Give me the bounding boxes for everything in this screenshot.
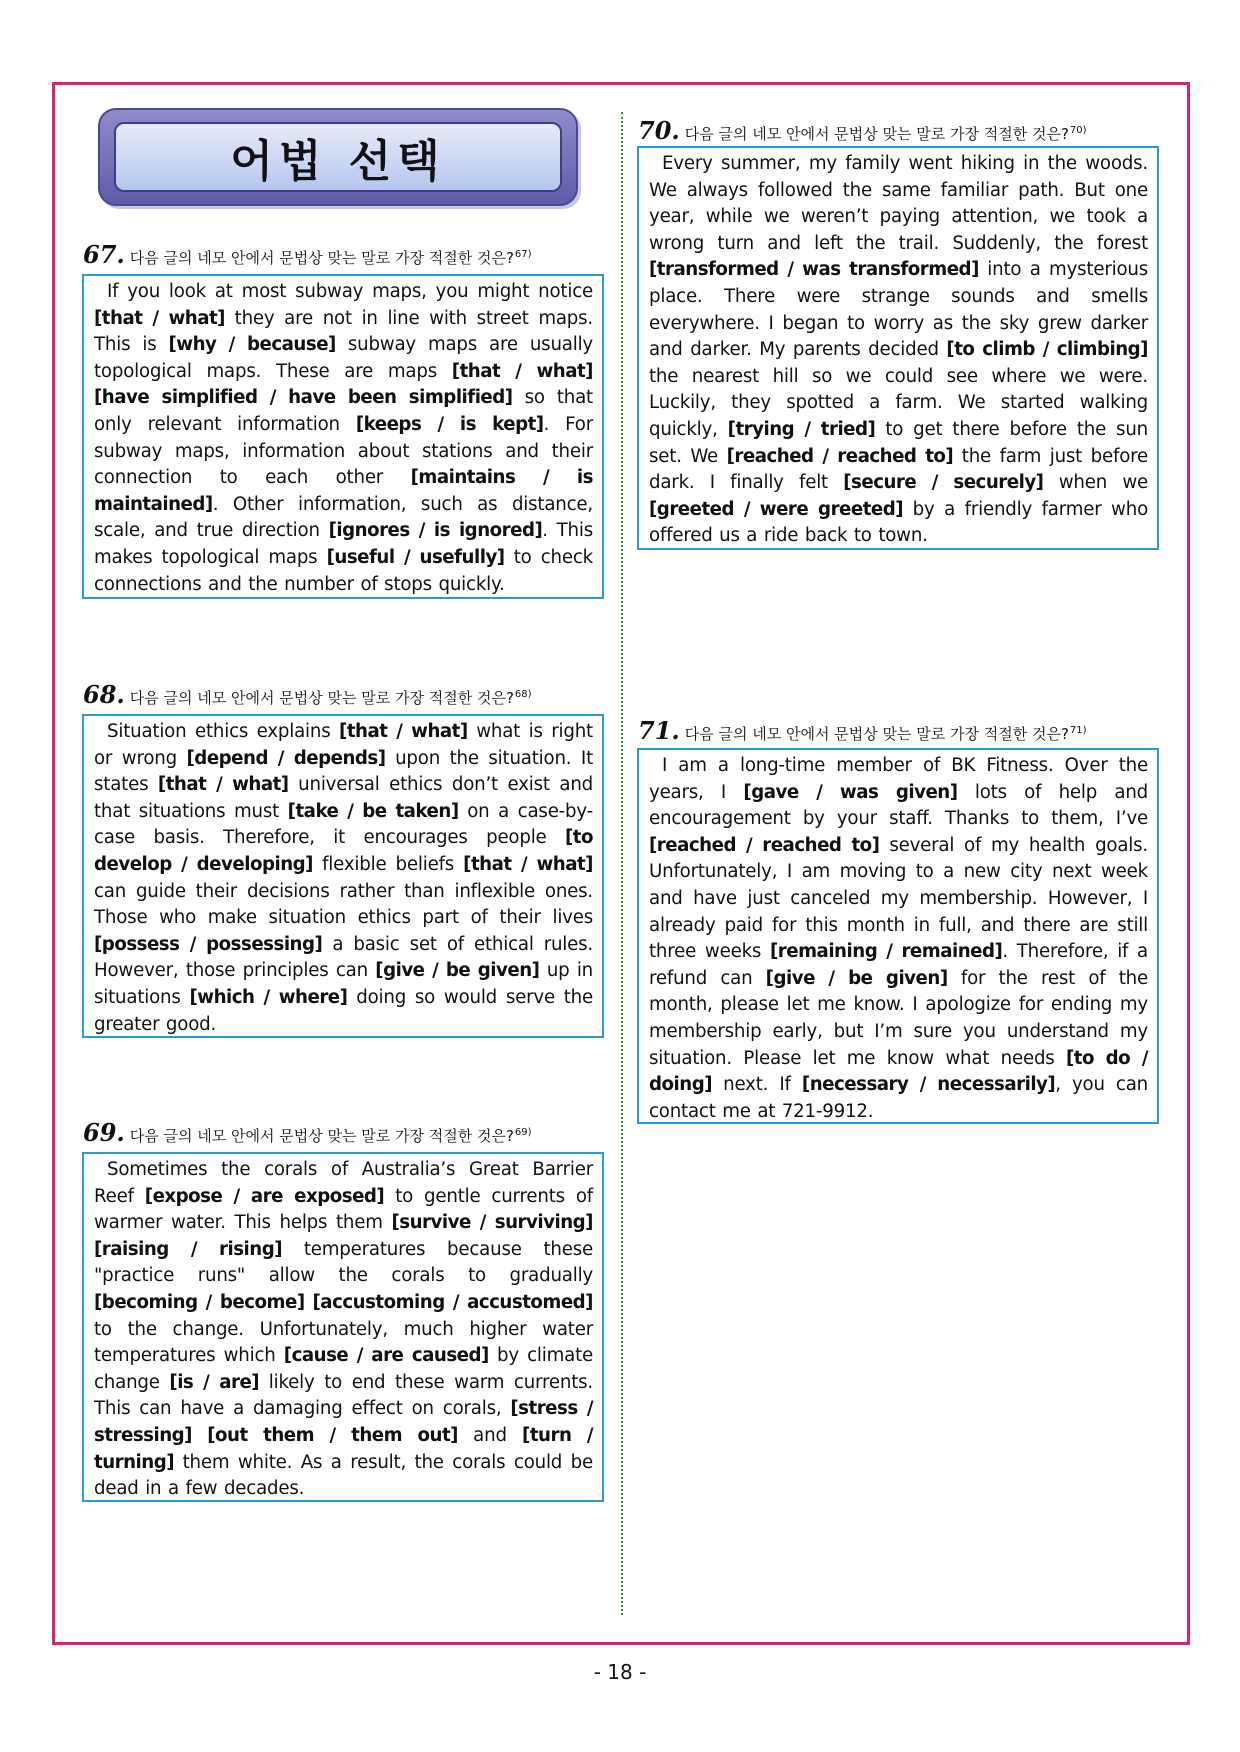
grammar-choice: [give / be given] [765,967,948,989]
grammar-choice: [that / what] [451,360,593,382]
grammar-choice: [to climb / climbing] [946,339,1148,361]
grammar-choice: [keeps / is kept] [355,413,544,435]
question-69-passage-box [82,1152,604,1502]
page-number: - 18 - [593,1660,647,1684]
grammar-choice: [to develop / developing] [94,827,593,875]
question-69-passage: Sometimes the corals of Australia’s Great Barrier Reef [expose / are exposed] to gentle currents of warmer water. This helps them [survive / surviving] [raising / rising] temperatures because these "practice runs" allow the corals to gradually [becoming / become] [accustoming / accustomed] to the change. Unfortunately, much higher water temperatures which [cause / are caused] by climate change [is / are] likely to end these warm currents. This can have a damaging effect on corals, [stress / stressing] [out them / them out] and [turn / turning] them white. As a result, the corals could be dead in a few decades. [94,1159,594,1500]
question-70-passage-box [637,146,1159,550]
grammar-choice: [to do / doing] [649,1047,1148,1096]
question-prompt: 다음 글의 네모 안에서 문법상 맞는 말로 가장 적절한 것은?$^{67)}$ [129,249,532,267]
grammar-choice: [reached / reached to] [726,445,954,467]
grammar-choice: [survive / surviving] [391,1212,593,1234]
question-prompt: 다음 글의 네모 안에서 문법상 맞는 말로 가장 적절한 것은?$^{69)}$ [129,1127,532,1145]
grammar-choice: [secure / securely] [843,472,1044,494]
grammar-choice: [that / what] [157,774,289,796]
grammar-choice: [useful / usefully] [326,546,505,568]
question-number: 70. [638,116,680,145]
question-71-header [638,716,1087,745]
grammar-choice: [why / because] [168,334,336,356]
question-70-header [638,116,1087,145]
grammar-choice: [maintains / is maintained] [94,467,593,515]
grammar-choice: [that / what] [463,853,593,875]
question-number: 71. [638,716,680,745]
grammar-choice: [gave / was given] [743,781,958,803]
grammar-choice: [is / are] [169,1371,260,1393]
grammar-choice: [becoming / become] [94,1291,305,1313]
question-71-passage-box [637,748,1159,1124]
grammar-choice: [stress / stressing] [94,1398,593,1446]
grammar-choice: [ignores / is ignored] [328,520,543,542]
grammar-choice: [give / be given] [375,960,540,982]
question-70-passage: Every summer, my family went hiking in the woods. We always followed the same familiar path. But one year, while we weren’t paying attention, we took a wrong turn and left the trail. Suddenly, the forest [transformed / was transformed] into a mysterious place. There were strange sounds and smells everywhere. I began to worry as the sky grew darker and darker. My parents decided [to climb / climbing] the nearest hill so we could see where we were. Luckily, they spotted a farm. We started walking quickly, [trying / tried] to get there before the sun set. We [reached / reached to] the farm just before dark. I finally felt [secure / securely] when we [greeted / were greeted] by a friendly farmer who offered us a ride back to town. [649,153,1148,547]
question-number: 68. [83,680,125,709]
grammar-choice: [take / be taken] [287,800,459,822]
question-number: 67. [83,240,125,269]
grammar-choice: [which / where] [189,986,348,1008]
grammar-choice: [expose / are exposed] [144,1185,385,1207]
grammar-choice: [that / what] [339,721,468,742]
question-prompt: 다음 글의 네모 안에서 문법상 맞는 말로 가장 적절한 것은?$^{71)}$ [684,725,1087,743]
grammar-choice: [trying / tried] [727,418,876,440]
section-title-inner [114,122,562,192]
grammar-choice: [have simplified / have been simplified] [94,387,513,409]
section-title-banner [98,108,578,206]
grammar-choice: [transformed / was transformed] [649,259,979,281]
question-68-passage-box [82,714,604,1038]
question-67-header [83,240,532,269]
grammar-choice: [turn / turning] [94,1424,593,1473]
grammar-choice: [out them / them out] [207,1424,458,1446]
question-69-header [83,1118,532,1147]
grammar-choice: [reached / reached to] [649,834,880,856]
question-number: 69. [83,1118,125,1147]
question-67-passage-box [82,274,604,599]
grammar-choice: [necessary / necessarily] [801,1074,1056,1096]
column-divider [621,112,623,1615]
question-prompt: 다음 글의 네모 안에서 문법상 맞는 말로 가장 적절한 것은?$^{68)}$ [129,689,532,707]
grammar-choice: [accustoming / accustomed] [312,1291,593,1313]
section-title: 어법 선택 [230,136,446,187]
grammar-choice: [depend / depends] [186,747,386,769]
question-68-passage: Situation ethics explains [that / what] what is right or wrong [depend / depends] upon the situation. It states [that / what] universal ethics don’t exist and that situations must [take / be taken] on a case-by-case basis. Therefore, it encourages people [to develop / developing] flexible beliefs [that / what] can guide their decisions rather than inflexible ones. Those who make situation ethics part of their lives [possess / possessing] a basic set of ethical rules. However, those principles can [give / be given] up in situations [which / where] doing so would serve the greater good. [94,721,594,1035]
grammar-choice: [that / what] [94,307,225,329]
grammar-choice: [raising / rising] [94,1238,283,1260]
question-71-passage: I am a long-time member of BK Fitness. Over the years, I [gave / was given] lots of help and encouragement by your staff. Thanks to them, I’ve [reached / reached to] several of my health goals. Unfortunately, I am moving to a new city next week and have just canceled my membership. However, I already paid for this month in full, and there are still three weeks [remaining / remained]. Therefore, if a refund can [give / be given] for the rest of the month, please let me know. I apologize for ending my membership early, but I’m sure you understand my situation. Please let me know what needs [to do / doing] next. If [necessary / necessarily], you can contact me at 721-9912. [649,755,1149,1122]
grammar-choice: [greeted / were greeted] [649,498,904,520]
grammar-choice: [possess / possessing] [94,933,323,955]
question-68-header [83,680,532,709]
grammar-choice: [cause / are caused] [283,1345,489,1367]
question-prompt: 다음 글의 네모 안에서 문법상 맞는 말로 가장 적절한 것은?$^{70)}$ [684,125,1087,143]
grammar-choice: [remaining / remained] [769,941,1003,963]
question-67-passage: If you look at most subway maps, you might notice [that / what] they are not in line with street maps. This is [why / because] subway maps are usually topological maps. These are maps [that / what] [have simplified / have been simplified] so that only relevant information [keeps / is kept]. For subway maps, information about stations and their connection to each other [maintains / is maintained]. Other information, such as distance, scale, and true direction [ignores / is ignored]. This makes topological maps [useful / usefully] to check connections and the number of stops quickly. [94,281,594,595]
